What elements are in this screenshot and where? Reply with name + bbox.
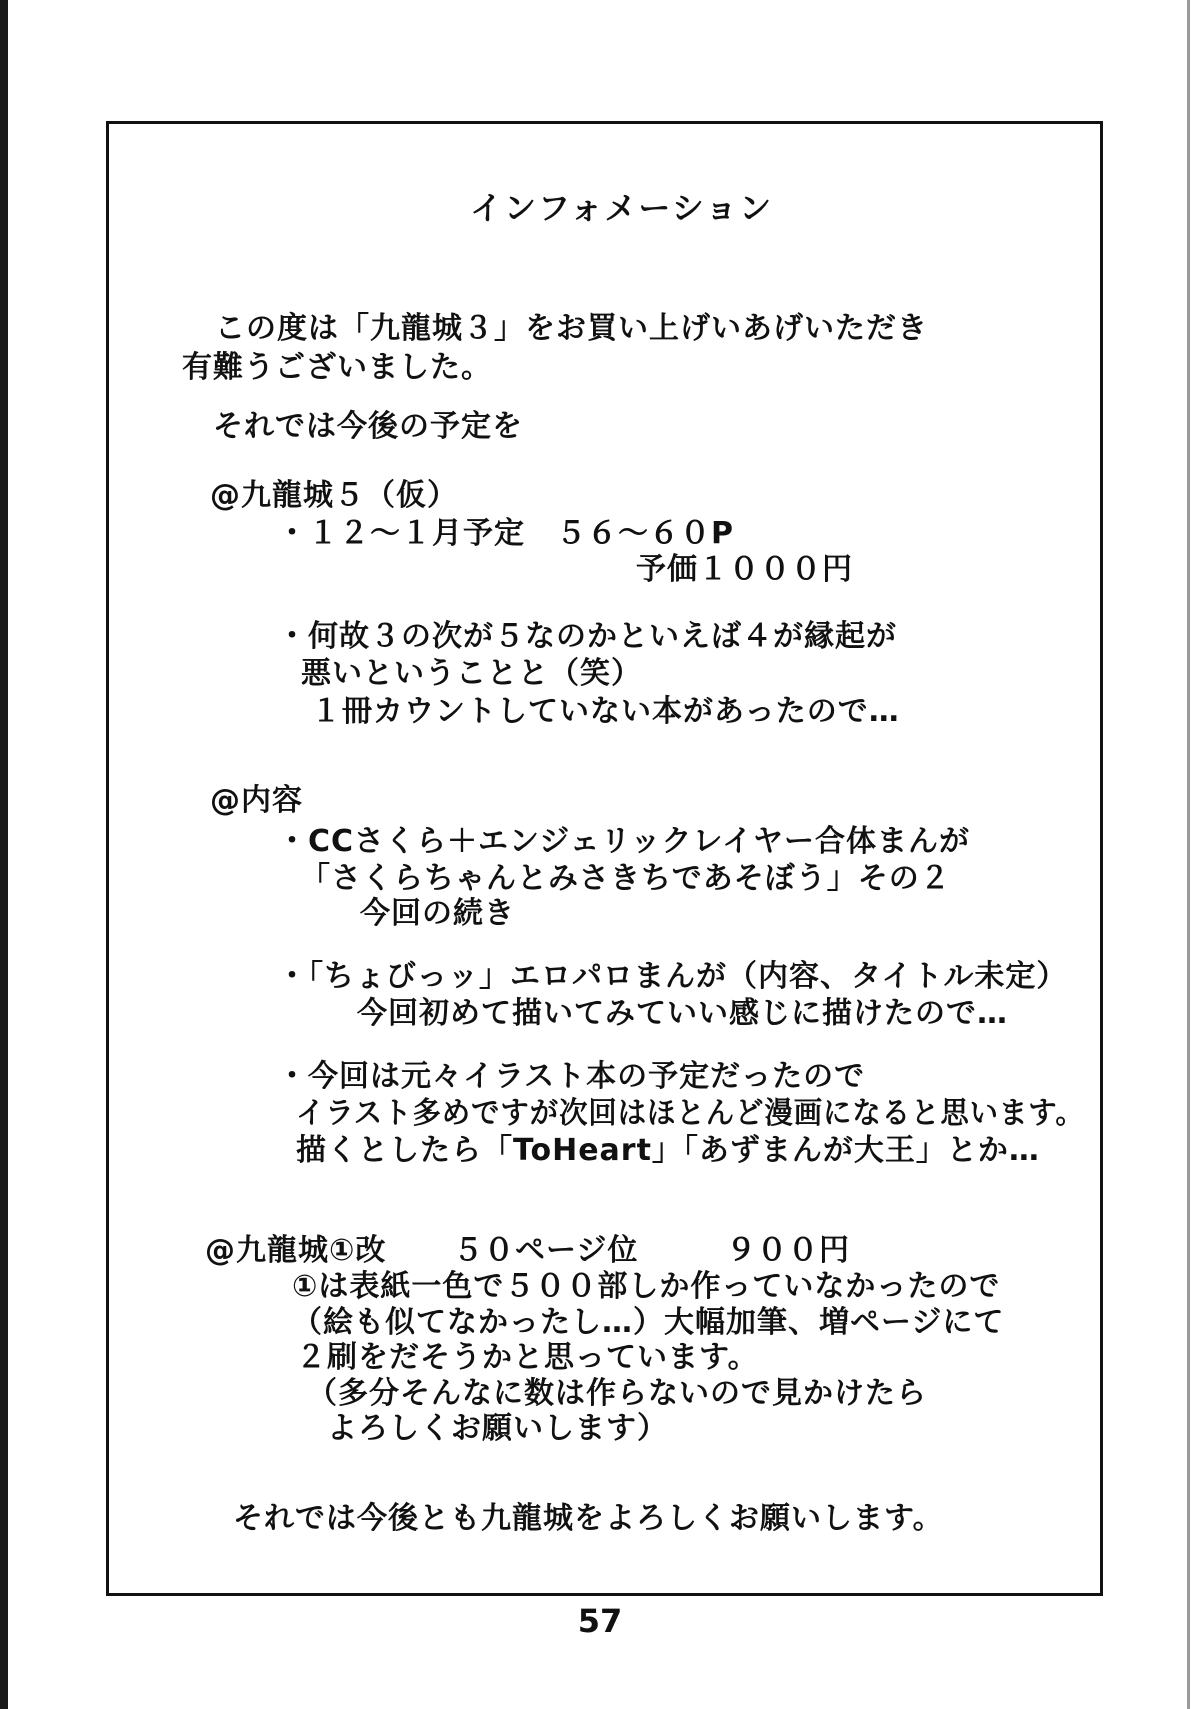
reprint-line-2: （絵も似てなかったし…）大幅加筆、増ページにて	[292, 1305, 1005, 1340]
next-book-note-1: ・何故３の次が５なのかといえば４が縁起が	[277, 619, 897, 654]
contents-item3-line2: イラスト多めですが次回はほとんど漫画になると思います。	[296, 1096, 1085, 1131]
contents-item1-line3: 今回の続き	[360, 896, 515, 931]
next-book-price: 予価１０００円	[636, 552, 853, 587]
contents-item1-line2: 「さくらちゃんとみさきちであそぼう」その２	[300, 861, 951, 896]
page-number: 57	[577, 1602, 623, 1640]
scan-edge-right	[1187, 0, 1190, 1709]
thanks-line-2: 有難うございました。	[182, 350, 492, 385]
contents-heading: @内容	[210, 783, 303, 818]
intro-line: それでは今後の予定を	[213, 409, 523, 444]
contents-item2-line1: ・「ちょびっッ」エロパロまんが（内容、タイトル未定）	[277, 959, 1068, 994]
reprint-pages: ５０ページ位	[453, 1233, 639, 1268]
contents-item3-line3: 描くとしたら「ToHeart」「あずまんが大王」とか…	[296, 1133, 1040, 1168]
next-book-note-2: 悪いということと（笑）	[301, 656, 642, 691]
reprint-line-5: よろしくお願いします）	[327, 1411, 668, 1446]
reprint-line-1: ①は表紙一色で５００部しか作っていなかったので	[292, 1269, 1001, 1304]
scan-edge-left	[0, 0, 8, 1709]
reprint-line-4: （多分そんなに数は作らないので見かけたら	[307, 1376, 927, 1411]
thanks-line-1: この度は「九龍城３」をお買い上げいあげいただき	[215, 311, 928, 346]
reprint-price: ９００円	[726, 1233, 850, 1268]
next-book-schedule: ・１２～１月予定 ５６～６０P	[277, 516, 734, 551]
next-book-note-3: １冊カウントしていない本があったので…	[311, 694, 900, 729]
contents-item3-line1: ・今回は元々イラスト本の予定だったので	[277, 1059, 866, 1094]
reprint-line-3: ２刷をだそうかと思っています。	[296, 1340, 759, 1375]
reprint-heading: @九龍城①改	[205, 1233, 387, 1268]
contents-item2-line2: 今回初めて描いてみていい感じに描けたので…	[357, 996, 1008, 1031]
page-title: インフォメーション	[470, 189, 774, 227]
closing-line: それでは今後とも九龍城をよろしくお願いします。	[233, 1501, 944, 1536]
next-book-heading: @九龍城５（仮）	[210, 478, 458, 513]
contents-item1-line1: ・CCさくら＋エンジェリックレイヤー合体まんが	[277, 824, 970, 859]
